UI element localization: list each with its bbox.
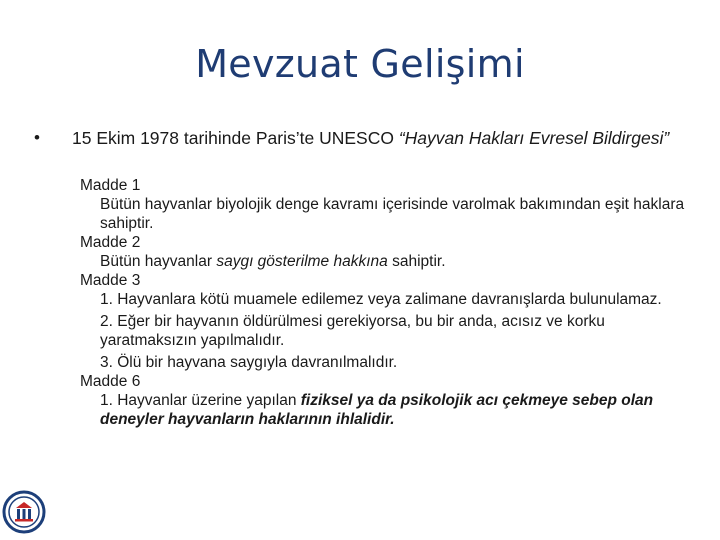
slide-title: Mevzuat Gelişimi [195,42,525,86]
bullet-dot-icon: • [34,128,40,147]
madde-line-emphasis: saygı gösterilme hakkına [216,253,388,270]
madde-line-part: 1. Hayvanlar üzerine yapılan [100,392,301,409]
madde-heading: Madde 2 [80,234,141,251]
madde-line-emphasis: fiziksel ya da psikolojik acı çekmeye sebep olan deneyler hayvanların haklarının ihlalidir. [100,392,654,428]
madde-heading: Madde 1 [80,177,141,194]
bullet-prefix: 15 Ekim 1978 tarihinde Paris’te UNESCO [72,128,399,148]
madde-line: 2. Eğer bir hayvanın öldürülmesi gerekiyorsa, bu bir anda, acısız ve korku yaratmaksızın yapılmalıdır. [100,313,605,349]
main-bullet [34,128,694,148]
madde-line: 1. Hayvanlara kötü muamele edilemez veya zalimane davranışlarda bulunulamaz. [100,291,662,308]
bullet-text [34,128,694,148]
madde-line [80,252,700,271]
madde-heading: Madde 6 [80,373,141,390]
madde-6 [80,372,700,429]
madde-line-part: Bütün hayvanlar [100,253,217,270]
madde-2 [80,233,700,271]
university-seal-icon [2,484,46,540]
bullet-emphasis: “Hayvan Hakları Evresel Bildirgesi” [398,128,670,148]
madde-heading: Madde 3 [80,272,141,289]
madde-line: Bütün hayvanlar biyolojik denge kavramı içerisinde varolmak bakımından eşit haklara sahiptir. [100,196,685,232]
article-list [80,176,700,429]
madde-line-part: sahiptir. [387,253,446,270]
madde-line: 3. Ölü bir hayvana saygıyla davranılmalıdır. [100,354,398,371]
madde-3 [80,271,700,372]
madde-1 [80,176,700,233]
madde-line [80,391,700,429]
